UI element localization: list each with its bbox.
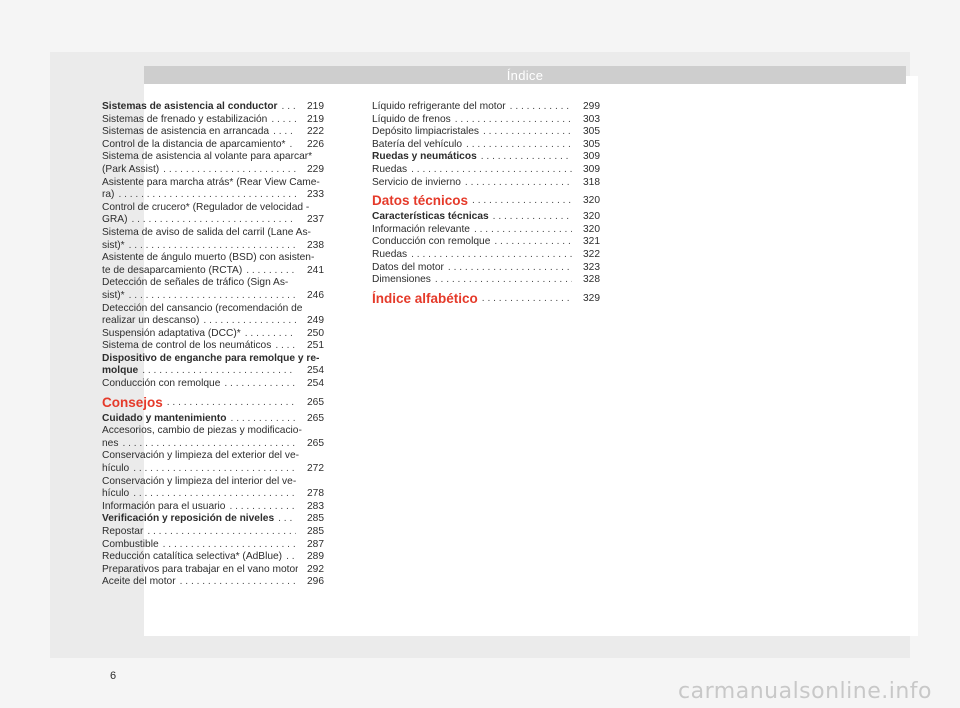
toc-entry[interactable]	[102, 139, 324, 152]
dot-leader	[180, 576, 296, 589]
toc-entry-label: Ruedas y neumáticos	[372, 151, 477, 163]
toc-entry-label: Control de la distancia de aparcamiento*	[102, 138, 286, 150]
toc-entry-label: Combustible	[102, 538, 159, 550]
toc-page-number: 251	[307, 340, 324, 352]
section-header-bar	[144, 66, 906, 84]
toc-entry[interactable]	[372, 262, 600, 275]
toc-page-number: 254	[307, 365, 324, 377]
toc-entry-label: Preparativos para trabajar en el vano motor	[102, 563, 298, 575]
toc-page-number: 323	[583, 261, 600, 273]
toc-page-number: 303	[583, 113, 600, 125]
section-title: Índice	[506, 67, 544, 83]
toc-entry[interactable]	[372, 274, 600, 287]
toc-entry[interactable]	[102, 151, 324, 176]
dot-leader	[286, 551, 296, 564]
toc-page-number: 320	[583, 211, 600, 223]
toc-entry[interactable]	[102, 413, 324, 426]
toc-entry[interactable]	[102, 101, 324, 114]
toc-page-number: 299	[583, 101, 600, 112]
dot-leader	[493, 211, 572, 224]
toc-entry-label: Información relevante	[372, 223, 470, 235]
toc-page-number: 237	[307, 214, 324, 226]
toc-entry-label: Sistemas de asistencia en arrancada	[102, 126, 270, 138]
toc-entry-label-line: Conservación y limpieza del exterior del ve-	[102, 450, 300, 462]
toc-page-number: 329	[583, 292, 600, 304]
toc-entry[interactable]	[102, 425, 324, 450]
toc-entry[interactable]	[372, 211, 600, 224]
toc-page-number: 278	[307, 488, 324, 500]
toc-page-number: 233	[307, 189, 324, 201]
toc-page-number: 305	[583, 126, 600, 138]
toc-entry-label: Ruedas	[372, 163, 408, 175]
toc-page-number: 250	[307, 327, 324, 339]
toc-page-number: 296	[307, 576, 324, 588]
toc-page-number: 305	[583, 138, 600, 150]
dot-leader	[245, 328, 296, 341]
toc-chapter-title: Consejos	[102, 394, 163, 410]
dot-leader	[474, 224, 572, 237]
toc-entry-label: Datos del motor	[372, 261, 444, 273]
toc-page-number: 219	[307, 113, 324, 125]
dot-leader	[163, 539, 296, 552]
toc-page-number: 241	[307, 264, 324, 276]
toc-page-number: 285	[307, 526, 324, 537]
toc-entry-label: Ruedas	[372, 248, 408, 260]
manual-page	[50, 52, 910, 682]
dot-leader	[411, 249, 572, 262]
toc-page-number: 322	[583, 248, 600, 260]
toc-entry-label: Líquido de frenos	[372, 113, 451, 125]
dot-leader	[271, 114, 296, 127]
toc-page-number: 328	[583, 274, 600, 286]
toc-entry-label: Características técnicas	[372, 211, 489, 223]
toc-page-number: 309	[583, 151, 600, 163]
dot-leader	[278, 513, 296, 526]
toc-page-number: 219	[307, 101, 324, 112]
toc-entry[interactable]	[372, 114, 600, 127]
dot-leader	[483, 126, 572, 139]
toc-entry[interactable]	[102, 526, 324, 539]
toc-entry[interactable]	[372, 224, 600, 237]
toc-column-right	[372, 101, 600, 309]
toc-entry[interactable]	[102, 513, 324, 526]
dot-leader	[435, 274, 572, 287]
dot-leader	[482, 291, 572, 307]
toc-entry-label: Reducción catalítica selectiva* (AdBlue)	[102, 551, 283, 563]
toc-chapter[interactable]	[102, 395, 324, 411]
toc-page-number: 309	[583, 163, 600, 175]
toc-entry-label: Líquido refrigerante del motor	[372, 101, 506, 112]
toc-entry-label: (Park Assist)	[102, 163, 160, 175]
toc-page-number: 318	[583, 176, 600, 188]
dot-leader	[465, 177, 572, 190]
toc-entry-label-line: Sistema de asistencia al volante para aparcar*	[102, 151, 313, 163]
toc-entry-label: nes	[102, 437, 119, 449]
toc-entry[interactable]	[372, 236, 600, 249]
dot-leader	[129, 240, 296, 253]
dot-leader	[273, 126, 296, 139]
toc-entry[interactable]	[102, 564, 324, 577]
toc-entry-label: Conducción con remolque	[372, 236, 491, 248]
toc-entry-label: Servicio de invierno	[372, 176, 461, 188]
dot-leader	[466, 139, 572, 152]
toc-entry-label-line: Sistema de aviso de salida del carril (Lane As-	[102, 226, 311, 238]
dot-leader	[472, 193, 572, 209]
dot-leader	[246, 265, 296, 278]
toc-entry-label: Sistemas de frenado y estabilización	[102, 113, 268, 125]
dot-leader	[163, 164, 296, 177]
dot-leader	[142, 365, 296, 378]
toc-entry[interactable]	[372, 177, 600, 190]
toc-entry-label: ra)	[102, 189, 115, 201]
page-number: 6	[110, 670, 117, 682]
toc-entry-label-line: Asistente de ángulo muerto (BSD) con asisten-	[102, 252, 315, 264]
dot-leader	[229, 501, 296, 514]
toc-page-number: 249	[307, 315, 324, 327]
toc-entry-label: Sistema de control de los neumáticos	[102, 340, 272, 352]
dot-leader	[290, 139, 297, 152]
dot-leader	[122, 438, 296, 451]
toc-entry-label-line: Asistente para marcha atrás* (Rear View Came-	[102, 176, 320, 188]
toc-entry-label: Suspensión adaptativa (DCC)*	[102, 327, 241, 339]
toc-entry[interactable]	[372, 139, 600, 152]
toc-chapter-title: Índice alfabético	[372, 290, 478, 306]
toc-page-number: 222	[307, 126, 324, 138]
toc-column-left	[102, 101, 324, 589]
toc-entry[interactable]	[102, 378, 324, 391]
toc-page-number: 229	[307, 163, 324, 175]
toc-entry[interactable]	[102, 277, 324, 302]
toc-page-number: 246	[307, 289, 324, 301]
toc-entry[interactable]	[102, 328, 324, 341]
toc-page-number: 265	[307, 396, 324, 408]
toc-page-number: 320	[583, 223, 600, 235]
toc-entry-label: Repostar	[102, 526, 144, 537]
toc-entry[interactable]	[102, 114, 324, 127]
toc-entry-label: te de desaparcamiento (RCTA)	[102, 264, 243, 276]
toc-entry-label: realizar un descanso)	[102, 315, 200, 327]
toc-entry[interactable]	[102, 539, 324, 552]
toc-entry-label: Conducción con remolque	[102, 378, 221, 390]
toc-entry-label-line: Control de crucero* (Regulador de velocidad -	[102, 201, 310, 213]
dot-leader	[224, 378, 296, 391]
toc-page-number: 272	[307, 463, 324, 475]
toc-entry[interactable]	[372, 126, 600, 139]
toc-entry-label-line: Detección de señales de tráfico (Sign As-	[102, 277, 289, 289]
toc-page-number: 289	[307, 551, 324, 563]
toc-page-number: 226	[307, 138, 324, 150]
toc-entry-label: GRA)	[102, 214, 128, 226]
toc-entry-label-line: Conservación y limpieza del interior del ve-	[102, 475, 297, 487]
toc-entry-label: Cuidado y mantenimiento	[102, 412, 227, 424]
toc-page-number: 265	[307, 437, 324, 449]
dot-leader	[411, 164, 572, 177]
toc-entry[interactable]	[372, 249, 600, 262]
toc-page-number: 320	[583, 195, 600, 207]
toc-entry[interactable]	[372, 151, 600, 164]
toc-page-number: 287	[307, 538, 324, 550]
toc-entry-label: molque	[102, 365, 139, 377]
toc-entry-label: Depósito limpiacristales	[372, 126, 480, 138]
dot-leader	[455, 114, 572, 127]
toc-chapter-title: Datos técnicos	[372, 193, 469, 209]
dot-leader	[282, 101, 296, 114]
dot-leader	[203, 315, 296, 328]
toc-entry[interactable]	[102, 177, 324, 202]
toc-entry-label: Aceite del motor	[102, 576, 176, 588]
toc-entry[interactable]	[102, 252, 324, 277]
toc-entry-label: sist)*	[102, 239, 125, 251]
toc-page-number: 238	[307, 239, 324, 251]
dot-leader	[494, 236, 572, 249]
dot-leader	[510, 101, 572, 114]
toc-entry[interactable]	[372, 164, 600, 177]
dot-leader	[133, 488, 296, 501]
toc-entry-label: Verificación y reposición de niveles	[102, 513, 275, 525]
dot-leader	[167, 395, 296, 411]
toc-chapter[interactable]	[372, 193, 600, 209]
toc-entry[interactable]	[372, 101, 600, 114]
toc-entry[interactable]	[102, 303, 324, 328]
toc-entry[interactable]	[102, 551, 324, 564]
toc-entry[interactable]	[102, 576, 324, 589]
dot-leader	[129, 290, 296, 303]
watermark: carmanualsonline.info	[678, 679, 932, 704]
toc-entry-label-line: Dispositivo de enganche para remolque y re-	[102, 352, 320, 364]
toc-entry-label: Sistemas de asistencia al conductor	[102, 101, 278, 112]
toc-entry-label-line: Detección del cansancio (recomendación de	[102, 302, 303, 314]
dot-leader	[448, 262, 572, 275]
toc-entry[interactable]	[102, 227, 324, 252]
toc-entry-label: Batería del vehículo	[372, 138, 463, 150]
toc-chapter[interactable]	[372, 291, 600, 307]
toc-entry-label: hículo	[102, 488, 130, 500]
dot-leader	[131, 214, 296, 227]
toc-entry[interactable]	[102, 353, 324, 378]
dot-leader	[147, 526, 296, 539]
toc-page-number: 254	[307, 378, 324, 390]
toc-page-number: 292	[307, 563, 324, 575]
toc-entry[interactable]	[102, 202, 324, 227]
toc-entry-label: hículo	[102, 463, 130, 475]
toc-entry-label: Dimensiones	[372, 274, 431, 286]
dot-leader	[275, 340, 296, 353]
toc-entry-label-line: Accesorios, cambio de piezas y modificacio-	[102, 425, 302, 437]
toc-entry[interactable]	[102, 126, 324, 139]
toc-page-number: 283	[307, 500, 324, 512]
toc-page-number: 321	[583, 236, 600, 248]
toc-entry[interactable]	[102, 340, 324, 353]
toc-entry[interactable]	[102, 476, 324, 501]
dot-leader	[231, 413, 296, 426]
dot-leader	[118, 189, 296, 202]
dot-leader	[481, 151, 572, 164]
toc-entry-label: Información para el usuario	[102, 500, 226, 512]
toc-entry[interactable]	[102, 501, 324, 514]
toc-entry-label: sist)*	[102, 289, 125, 301]
toc-page-number: 285	[307, 513, 324, 525]
dot-leader	[133, 463, 296, 476]
toc-entry[interactable]	[102, 450, 324, 475]
toc-page-number: 265	[307, 412, 324, 424]
